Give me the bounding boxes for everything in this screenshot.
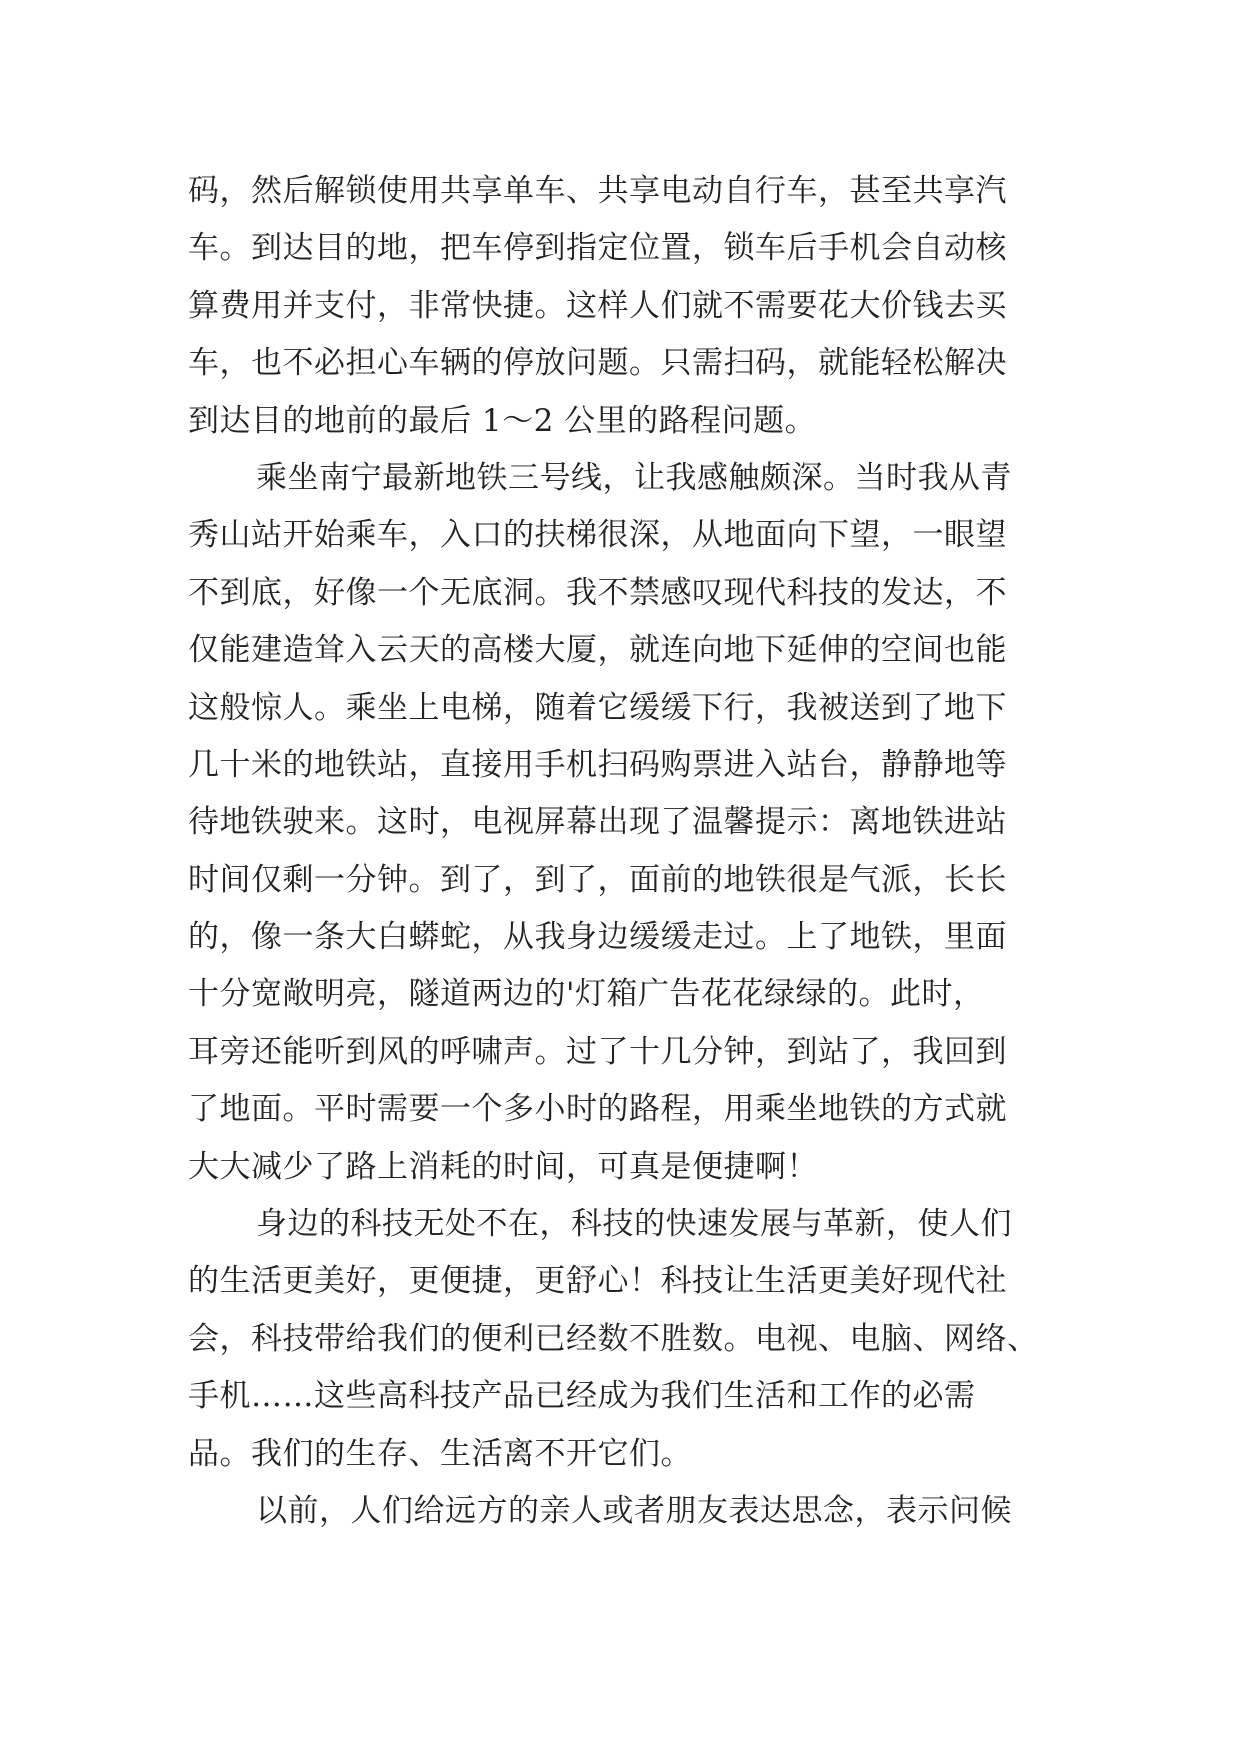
text-line: 到达目的地前的最后 1～2 公里的路程问题。 [188,402,817,439]
text-line: 了地面。平时需要一个多小时的路程，用乘坐地铁的方式就 [188,1091,1007,1128]
paragraph-first-line: 乘坐南宁最新地铁三号线，让我感触颇深。当时我从青 [256,459,1012,496]
text-line: 仅能建造耸入云天的高楼大厦，就连向地下延伸的空间也能 [188,632,1007,669]
text-line: 大大减少了路上消耗的时间，可真是便捷啊！ [188,1148,818,1185]
text-line: 耳旁还能听到风的呼啸声。过了十几分钟，到站了，我回到 [188,1033,1007,1070]
text-line: 码，然后解锁使用共享单车、共享电动自行车，甚至共享汽 [188,173,1007,209]
text-line: 算费用并支付，非常快捷。这样人们就不需要花大价钱去买 [188,287,1007,324]
text-line: 秀山站开始乘车，入口的扶梯很深，从地面向下望，一眼望 [188,517,1007,554]
body-text [188,163,1068,1540]
text-line: 不到底，好像一个无底洞。我不禁感叹现代科技的发达，不 [188,574,1007,611]
text-line: 几十米的地铁站，直接用手机扫码购票进入站台，静静地等 [188,746,1007,783]
text-line: 的生活更美好，更便捷，更舒心！科技让生活更美好现代社 [188,1263,1007,1300]
text-line: 十分宽敞明亮，隧道两边的'灯箱广告花花绿绿的。此时， [188,976,985,1013]
text-line: 品。我们的生存、生活离不开它们。 [188,1435,692,1472]
paragraph-first-line: 身边的科技无处不在，科技的快速发展与革新，使人们 [256,1206,1012,1243]
text-line: 车，也不必担心车辆的停放问题。只需扫码，就能轻松解决 [188,345,1007,382]
text-line: 车。到达目的地，把车停到指定位置，锁车后手机会自动核 [188,230,1007,267]
text-line: 手机……这些高科技产品已经成为我们生活和工作的必需 [188,1378,976,1415]
text-line: 的，像一条大白蟒蛇，从我身边缓缓走过。上了地铁，里面 [188,919,1007,956]
paragraph-first-line: 以前，人们给远方的亲人或者朋友表达思念，表示问候 [256,1492,1012,1529]
text-line: 会，科技带给我们的便利已经数不胜数。电视、电脑、网络、 [188,1320,1039,1357]
text-line: 待地铁驶来。这时，电视屏幕出现了温馨提示：离地铁进站 [188,804,1007,841]
text-line: 时间仅剩一分钟。到了，到了，面前的地铁很是气派，长长 [188,861,1007,898]
text-line: 这般惊人。乘坐上电梯，随着它缓缓下行，我被送到了地下 [188,689,1007,726]
